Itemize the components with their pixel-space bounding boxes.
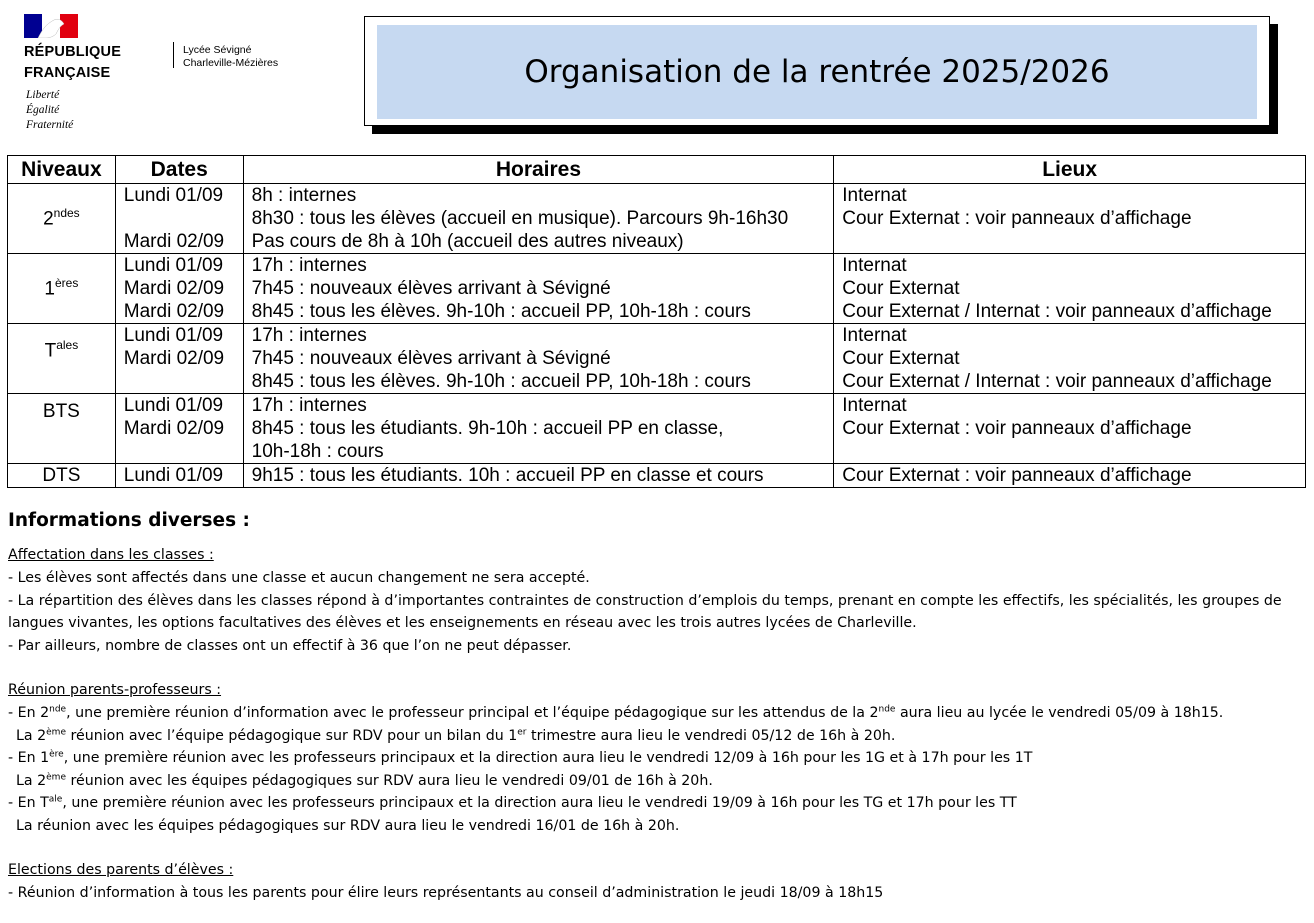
marianne-flag-icon xyxy=(24,14,78,38)
header-niveaux: Niveaux xyxy=(8,156,116,184)
dates-cell xyxy=(115,254,243,324)
table-row xyxy=(8,464,1306,488)
lieu-line: Cour Externat : voir panneaux d’affichage xyxy=(842,208,1192,229)
lieu-line: Internat xyxy=(842,395,907,416)
table-row xyxy=(8,394,1306,464)
level-label: 2 xyxy=(43,208,54,230)
date-line: Mardi 02/09 xyxy=(123,278,225,299)
reunion-line: La 2ème réunion avec l’équipe pédagogique sur RDV pour un bilan du 1er trimestre aura lieu le vendredi 05/12 de 16h à 20h. xyxy=(16,726,896,744)
level-label: 1 xyxy=(44,278,55,300)
level-label: BTS xyxy=(42,401,80,422)
lieu-line: Internat xyxy=(842,185,907,206)
lieux-cell xyxy=(834,184,1306,254)
level-cell xyxy=(8,254,116,324)
reunion-heading: Réunion parents-professeurs : xyxy=(8,682,222,698)
lieu-line: Cour Externat xyxy=(842,348,960,369)
date-line: Lundi 01/09 xyxy=(123,185,224,206)
dates-cell xyxy=(115,324,243,394)
header-horaires: Horaires xyxy=(243,156,834,184)
lieu-line: Internat xyxy=(842,255,907,276)
reunion-line: La réunion avec les équipes pédagogiques sur RDV aura lieu le vendredi 16/01 de 16h à 20h. xyxy=(16,817,680,834)
motto-liberte: Liberté xyxy=(26,89,60,101)
school-name: Lycée Sévigné xyxy=(183,44,252,56)
lieux-cell xyxy=(834,464,1306,488)
horaire-line: Pas cours de 8h à 10h (accueil des autres niveaux) xyxy=(251,231,684,252)
elections-heading: Elections des parents d’élèves : xyxy=(8,862,234,878)
level-label: DTS xyxy=(42,465,81,486)
info-section xyxy=(8,508,1308,905)
affectation-line: - La répartition des élèves dans les classes répond à d’importantes contraintes de construction d’emplois du temps, prenant en compte les effectifs, les spécialités, les groupes de langues vivantes, les options facultatives des élèves et les enseignements en réseau avec les trois autres lycées de Charleville. xyxy=(8,592,1282,631)
dates-cell xyxy=(115,464,243,488)
reunion-line: La 2ème réunion avec les équipes pédagogiques sur RDV aura lieu le vendredi 09/01 de 16h à 20h. xyxy=(16,771,713,789)
school-identity xyxy=(183,44,278,70)
level-label: T xyxy=(44,340,57,362)
dates-cell xyxy=(115,184,243,254)
level-cell xyxy=(8,464,116,488)
reunion-line: - En $T^{ale}$, une première réunion avec les professeurs principaux et la direction aura lieu le vendredi 19/09 à 16h pour les TG et 17h pour les TT xyxy=(8,794,1017,811)
horaire-line: 10h-18h : cours xyxy=(251,441,384,462)
level-superscript: ères xyxy=(55,276,79,290)
reunion-line: - En 2nde, une première réunion d’information avec le professeur principal et l’équipe pédagogique sur les attendus de la 2nde aura lieu au lycée le vendredi 05/09 à 18h15. xyxy=(8,704,1224,721)
horaire-line: 9h15 : tous les étudiants. 10h : accueil PP en classe et cours xyxy=(251,465,764,486)
date-line: Lundi 01/09 xyxy=(123,465,224,486)
lieu-line: Internat xyxy=(842,325,907,346)
title-box-inner xyxy=(377,25,1257,119)
school-city: Charleville-Mézières xyxy=(183,57,279,69)
level-superscript: ales xyxy=(56,338,79,352)
horaires-cell xyxy=(243,254,834,324)
level-cell xyxy=(8,394,116,464)
header-dates: Dates xyxy=(115,156,243,184)
affectation-heading: Affectation dans les classes : xyxy=(8,547,214,563)
page-title: Organisation de la rentrée 2025/2026 xyxy=(524,54,1110,90)
horaires-cell xyxy=(243,324,834,394)
lieu-line: Cour Externat xyxy=(842,278,960,299)
horaire-line: 8h45 : tous les élèves. 9h-10h : accueil PP, 10h-18h : cours xyxy=(251,371,751,392)
lieux-cell xyxy=(834,324,1306,394)
horaire-line: 7h45 : nouveaux élèves arrivant à Sévigné xyxy=(251,348,611,369)
info-heading: Informations diverses : xyxy=(8,510,250,531)
motto-fraternite: Fraternité xyxy=(26,119,74,131)
lieu-line: Cour Externat : voir panneaux d’affichage xyxy=(842,418,1192,439)
date-line: Mardi 02/09 xyxy=(123,348,225,369)
affectation-line: - Par ailleurs, nombre de classes ont un effectif à 36 que l’on ne peut dépasser. xyxy=(8,637,572,654)
reunion-line: - En 1ère, une première réunion avec les professeurs principaux et la direction aura lieu le vendredi 12/09 à 16h pour les 1G et à 17h pour les 1T xyxy=(8,749,1033,766)
horaires-cell xyxy=(243,464,834,488)
level-cell xyxy=(8,324,116,394)
horaires-cell xyxy=(243,394,834,464)
level-superscript: ndes xyxy=(53,206,80,220)
republic-line-2: FRANÇAISE xyxy=(24,65,111,81)
lieu-line: Cour Externat : voir panneaux d’affichage xyxy=(842,465,1192,486)
horaire-line: 8h45 : tous les étudiants. 9h-10h : accueil PP en classe, xyxy=(251,418,724,439)
schedule-table xyxy=(7,155,1306,488)
affectation-line: - Les élèves sont affectés dans une classe et aucun changement ne sera accepté. xyxy=(8,570,590,586)
elections-line: - Réunion d’information à tous les parents pour élire leurs représentants au conseil d’administration le jeudi 18/09 à 18h15 xyxy=(8,885,884,901)
table-row xyxy=(8,184,1306,254)
horaires-cell xyxy=(243,184,834,254)
dates-cell xyxy=(115,394,243,464)
lieux-cell xyxy=(834,254,1306,324)
motto-egalite: Égalité xyxy=(26,104,60,116)
horaire-line: 8h30 : tous les élèves (accueil en musique). Parcours 9h-16h30 xyxy=(251,208,789,229)
date-line: Lundi 01/09 xyxy=(123,395,224,416)
horaire-line: 8h : internes xyxy=(251,185,357,206)
republic-motto xyxy=(26,88,73,133)
logo-divider xyxy=(173,42,174,68)
horaire-line: 17h : internes xyxy=(251,255,367,276)
republique-francaise-logo xyxy=(24,14,314,139)
date-line: Lundi 01/09 xyxy=(123,255,224,276)
title-box xyxy=(364,16,1270,126)
lieux-cell xyxy=(834,394,1306,464)
header-lieux: Lieux xyxy=(834,156,1306,184)
date-line: Mardi 02/09 xyxy=(123,301,225,322)
horaire-line: 17h : internes xyxy=(251,395,367,416)
lieu-line: Cour Externat / Internat : voir panneaux d’affichage xyxy=(842,371,1272,392)
republic-name xyxy=(24,42,121,84)
date-line: Mardi 02/09 xyxy=(123,231,225,252)
table-row xyxy=(8,254,1306,324)
level-cell xyxy=(8,184,116,254)
table-row xyxy=(8,324,1306,394)
date-line: Lundi 01/09 xyxy=(123,325,224,346)
horaire-line: 17h : internes xyxy=(251,325,367,346)
horaire-line: 8h45 : tous les élèves. 9h-10h : accueil PP, 10h-18h : cours xyxy=(251,301,751,322)
table-header-row xyxy=(8,156,1306,184)
lieu-line: Cour Externat / Internat : voir panneaux d’affichage xyxy=(842,301,1272,322)
horaire-line: 7h45 : nouveaux élèves arrivant à Sévigné xyxy=(251,278,611,299)
date-line: Mardi 02/09 xyxy=(123,418,225,439)
republic-line-1: RÉPUBLIQUE xyxy=(24,44,122,60)
